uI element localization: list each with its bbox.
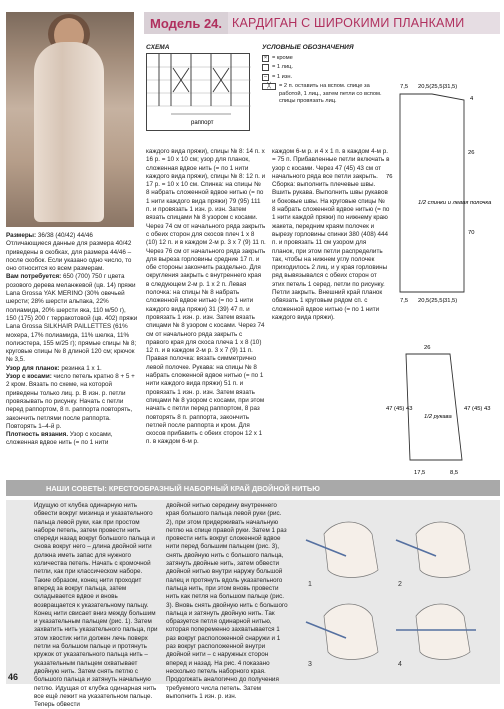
dim-bottom-right: 20,5(25,5|31,5) xyxy=(418,298,458,304)
paragraph xyxy=(6,373,138,431)
paragraph-heading: Вам потребуется: xyxy=(6,273,62,281)
dim-left: 76 xyxy=(386,174,393,180)
model-number: Модель 24. xyxy=(144,12,228,34)
legend-title: УСЛОВНЫЕ ОБОЗНАЧЕНИЯ xyxy=(262,44,354,51)
sleeve-pattern-diagram xyxy=(386,340,502,480)
sleeve-bottom-right: 8,5 xyxy=(450,470,459,476)
sleeve-caption: 1/2 рукава xyxy=(424,414,452,420)
tips-header-bar: НАШИ СОВЕТЫ: КРЕСТООБРАЗНЫЙ НАБОРНЫЙ КРАЙ ДВОЙНОЙ НИТЬЮ xyxy=(6,480,500,496)
sleeve-bottom-left: 17,5 xyxy=(414,470,426,476)
legend-text: = 1 лиц. xyxy=(272,64,293,71)
model-title: КАРДИГАН С ШИРОКИМИ ПЛАНКАМИ xyxy=(232,16,465,30)
sleeve-left-dim: 47 (45) 43 xyxy=(386,406,413,412)
paragraph xyxy=(6,232,138,273)
svg-text:4: 4 xyxy=(398,661,402,668)
legend-text: = кроме xyxy=(272,55,293,61)
legend-row xyxy=(262,55,382,62)
purl-symbol: – xyxy=(263,73,268,80)
tips-text-col1: Идущую от клубка одинарную нить обвести вокруг мизинца и указательного пальца левой руки, как при простом наборе петель, затем провести нить спереди назад вокруг большого пальца и снова вокруг него – длина двойной нити должна иметь запас для нужного количества петель. Начать с кромочной петли, как при классическом наборе. Такие образом, конец нити проходит вперед за вокруг пальца, затем складывается вдвое и вновь возвращается к указательному пальцу. Конец нити свисает вниз между большим и указательным пальцем (рис. 1). Затем захватить нить указательного пальца, при этом хвостик нити должен лечь поверх петли на большом пальце и протянуть кружок от указательного пальца нить – указательным пальцем охватывает двойную нить. Затем снять петлю с большого пальца и затянуть начальную петлю. Идущая от клубка одинарная нить все ещё лежит на указательном пальце. Теперь обвести xyxy=(34,502,158,709)
legend xyxy=(262,55,382,107)
tips-text-col2: двойной нитью середину внутреннего края большого пальца левой руки (рис. 2), при этом придерживать начальную петлю на спице правой руки. Затем 1 раз провести нить вокруг сложенной вдвое нити перед большим пальцем (рис. 3), снять двойную нить с большого пальца, затянуть двойные нить, затем обвести двойной нитью внутри наружу большой палец и протянуть вдоль указательного пальца нить, при этом вновь провести нить как петля на большом пальце (рис. 3). Вновь снять двойную нить с большого пальца и затянуть двойную нить. Так образуется петля одинарной нитью, которая попеременно захватывается 1 раз вокруг расположенной снаружи и 1 раз вокруг расположенной внутри двойной нити – с наружных сторон вперед и назад. На рис. 4 показано несколько петель наборного края. Продолжать аналогично до получения требуемого числа петель. Затем выполнить 1 изн. р. изн. xyxy=(166,502,288,700)
paragraph-text: 36/38 (40/42) 44/46 Отличающиеся данные для размера 40/42 приведены в скобках, для размера 44/46 – после скобок. Если указано одно число, то оно относится ко всем размерам. xyxy=(6,232,132,273)
dim-r1: 4 xyxy=(470,96,474,102)
knitting-scheme xyxy=(146,53,250,131)
paragraph-heading: Плотность вязания. xyxy=(6,431,69,439)
sleeve-top-dim: 26 xyxy=(424,345,431,351)
photo-cardigan xyxy=(34,42,104,222)
paragraph xyxy=(6,431,138,448)
paragraph-heading: Размеры: xyxy=(6,232,37,239)
paragraph-text: резинка 1 х 1. xyxy=(59,364,102,372)
knit-symbol xyxy=(262,64,269,71)
dim-r3: 70 xyxy=(468,230,475,236)
paragraph-text: Узор с косами, сложенная вдвое нить (= по 1 нити xyxy=(6,431,113,447)
dim-r2: 26 xyxy=(468,150,475,156)
paragraph xyxy=(6,365,138,373)
dim-top-left: 7,5 xyxy=(400,84,409,90)
dim-bottom-left: 7,5 xyxy=(400,298,409,304)
sleeve-right-dim: 47 (45) 43 xyxy=(464,406,491,412)
paragraph-heading: Узор с косами: xyxy=(6,373,52,381)
left-column-text xyxy=(6,232,138,448)
svg-text:2: 2 xyxy=(398,581,402,588)
legend-text: = 1 изн. xyxy=(272,73,293,80)
paragraph-text: число петель кратно 8 + 5 + 2 кром. Вязать по схеме, на которой приведены только лиц. р. В изн. р. петли провязывать по рисунку. Начать с петли перед раппортом, 8 п. раппорта повторять, закончить петлями после раппорта. Повторять 1–4-й р. xyxy=(6,373,135,430)
scheme-rapport-label: раппорт xyxy=(191,120,214,126)
legend-row xyxy=(262,83,382,105)
paragraph-heading: Узор для планок: xyxy=(6,364,60,372)
middle-column-text: каждого вида пряжи), спицы № 8: 14 п. x 16 р. = 10 x 10 см; узор для планок, сложенная вдвое нить (= по 1 нити каждого вида пряжи), спицы № 8: 12 п. и 17 р. = 10 x 10 см. Спинка: на спицы № 8 набрать сложенной вдвое нитью (= по 1 нити каждого вида пряжи) 79 (95) 111 п. и провязать 1 изн. р. изн. Затем вязать спицами № 8 узором с косами. Через 74 см от начального ряда закрыть с обеих сторон для скосов плеч 1 х 8 (10) 12 п. и в каждом 2-м р. 3 х 7 (9) 11 п. Через 76 см от начального ряда закрыть для выреза горловины средние 17 п. и обе стороны закончить раздельно. Для округления закрыть с внутреннего края в следующем 2-м р. 1 х 2 п. Левая полочка: на спицы № 8 набрать сложенной вдвое нитью (= по 1 нити каждого вида пряжи) 31 (39) 47 п. и провязать 1 изн. р. изн. Затем вязать спицами № 8 узором с косами. Через 74 см от начального ряда закрыть с правого края для скоса плеча 1 х 8 (10) 12 п. и в каждом 2-м р. 3 х 7 (9) 11 п. Правая полочка: вязать симметрично левой полочке. Рукава: на спицы № 8 набрать сложенной вдвое нитью (= по 1 нити каждого вида пряжи) 51 п. и провязать 1 изн. р. изн. Затем вязать спицами № 8 узором с косами, при этом начать с петли перед раппортом, 8 раз повторять 8 п. раппорта, закончить петлей после раппорта и кром. Для скосов прибавить с обеих сторон 12 x 1 п. в каждом 6-м р. xyxy=(146,148,266,446)
scheme-grid xyxy=(147,54,251,132)
paragraph xyxy=(6,273,138,364)
paragraph-text: 650 (700) 750 г цвета розового дерева меланжевой (цв. 14) пряжи Lana Grossa YAK MERINO (30% овечьей шерсти; 28% шерсти альпака, 22% полиамида, 20% шерсти яка, 110 м/50 г), 150 (175) 200 г терракотовой (цв. 402) пряжи Lana Grossa SILKHAIR PAILLETTES (61% мохера, 17% полиамида, 11% шелка, 11% полиэстера, 155 м/25 г); прямые спицы № 8; круговые спицы № 8 длиной 120 см; крючок № 3,5. xyxy=(6,273,138,364)
dim-top-right: 20,5(25,5|31,5) xyxy=(418,84,458,90)
edge-stitch-symbol: × xyxy=(263,54,268,61)
svg-text:3: 3 xyxy=(308,661,312,668)
diagram-caption: 1/2 спинки и левая полочка xyxy=(418,200,492,206)
legend-row xyxy=(262,64,382,71)
right-column-text: каждом 6-м р. и 4 x 1 п. в каждом 4-м р. = 75 п. Прибавленные петли включать в узор с косами. Через 47 (45) 43 см от начального ряда все петли закрыть. Сборка: выполнить плечевые швы. Вшить рукава. Выполнить швы рукавов и боковые швы. На круговые спицы № 8 набрать сложенной вдвое нитью (= по 1 нити каждой пряжи) по нижнему краю жакета, передним краям полочек и вырезу горловины спинки 380 (408) 444 п. и провязать 11 см узором для планок, при этом петли распределить так, чтобы на нижнем углу полочек приходилось 2 лиц. и у края горловины ряд вывязывался с обеих сторон от этих петель 1 серед. петли по рисунку. Петли закрыть. Внешний край планок обвязать 1 круговым рядом сп. с сложенной вдвое нитью (= по 1 нити каждого вида пряжи). xyxy=(272,148,390,321)
page-number: 46 xyxy=(8,672,19,682)
model-photo xyxy=(6,12,134,227)
legend-row xyxy=(262,74,382,81)
legend-text: = 2 п. оставить на вспом. спице за работой, 1 лиц., затем петли со вспом. спицы провязать лиц. xyxy=(279,83,382,105)
cable-symbol: ╳ xyxy=(262,83,276,90)
page-header xyxy=(144,12,500,34)
body-pattern-diagram xyxy=(386,74,502,304)
svg-text:1: 1 xyxy=(308,581,312,588)
scheme-title: СХЕМА xyxy=(146,44,170,51)
